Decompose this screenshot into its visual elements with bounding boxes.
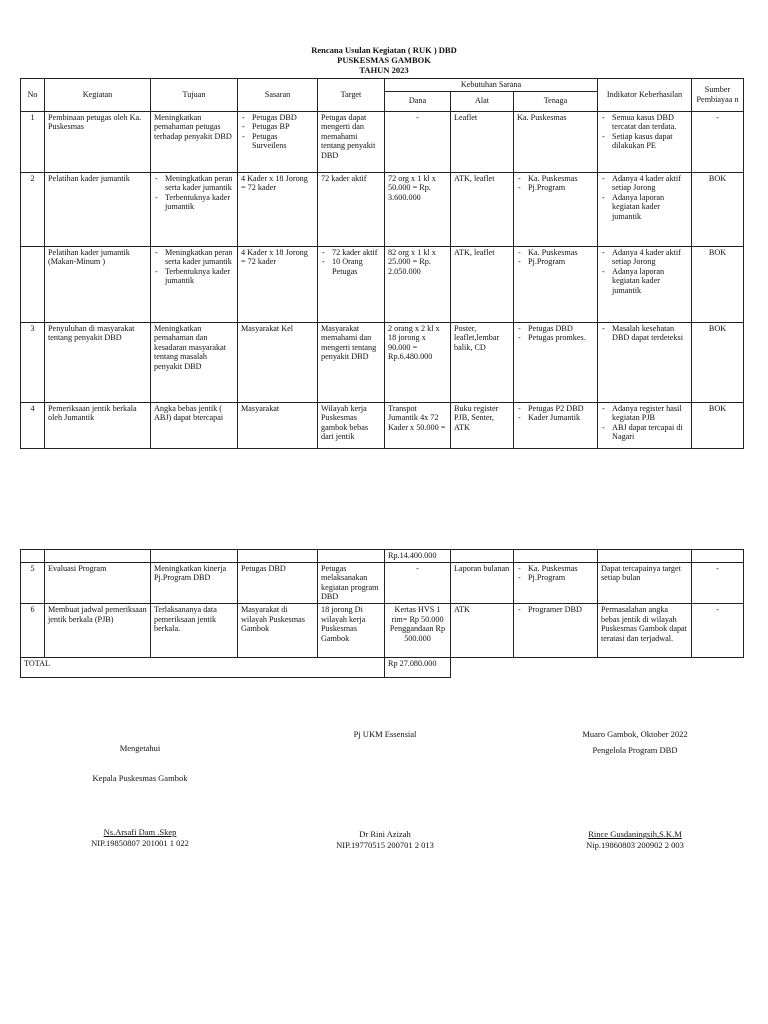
cell-dana: Kertas HVS 1 rim= Rp 50.000 Penggandaan Rp 500.000 (385, 603, 451, 657)
cell-dana: 72 org x 1 kl x 50.000 = Rp. 3.600.000 (385, 172, 451, 246)
cell-indikator: Permasalahan angka bebas jentik di wilayah Puskesmas Gambok dapat teratasi dan terjadwal. (598, 603, 692, 657)
list-item: - Meningkatkan peran serta kader jumantik (154, 248, 234, 267)
total-dana: Rp 27.080.000 (385, 657, 451, 677)
cell-kegiatan: Penyuluhan di masyarakat tentang penyakit DBD (45, 322, 151, 402)
cell-alat: ATK, leaflet (451, 172, 514, 246)
cell-dana: Transpot Jumantik 4x 72 Kader x 50.000 = (385, 402, 451, 448)
header-no: No (21, 79, 45, 112)
sig-left-line1: Mengetahui (119, 743, 161, 753)
table-row (21, 246, 744, 322)
total-row (21, 657, 744, 677)
cell-no: 3 (21, 322, 45, 402)
list-item: - ABJ dapat tercapai di Nagari (601, 423, 688, 442)
table-row (21, 402, 744, 448)
cell-sumber: - (692, 562, 744, 603)
cell-sumber: BOK (692, 172, 744, 246)
cell-sasaran: 4 Kader x 18 Jorong = 72 kader (238, 172, 318, 246)
cell-dana: 2 orang x 2 kl x 18 jorong x 90.000 = Rp.6.480.000 (385, 322, 451, 402)
cell-tujuan (151, 172, 238, 246)
cell-indikator: Dapat tercapainya target setiap bulan (598, 562, 692, 603)
cell-sasaran (238, 111, 318, 172)
sig-right-name: Rince Gusdaningsih,S.K.M (588, 829, 682, 839)
cell-tujuan: Angka bebas jentik ( ABJ) dapat btercapai (151, 402, 238, 448)
cell-sasaran: 4 Kader x 18 Jorong = 72 kader (238, 246, 318, 322)
list-item: - Adanya register hasil kegiatan PJB (601, 404, 688, 423)
list-item: - Petugas promkes. (517, 333, 594, 343)
cell-kegiatan: Evaluasi Program (45, 562, 151, 603)
cell-kegiatan: Pembinaan petugas oleh Ka. Puskesmas (45, 111, 151, 172)
cell-tujuan: Meningkatkan kinerja Pj.Program DBD (151, 562, 238, 603)
sig-left-name: Ns.Arsafi Dam .Skep (103, 827, 177, 837)
cell-sumber: BOK (692, 246, 744, 322)
cell-tujuan: Meningkatkan pemahaman petugas terhadap penyakit DBD (151, 111, 238, 172)
list-item: - Pj.Program (517, 183, 594, 193)
cell-no: 5 (21, 562, 45, 603)
cell-alat: Buku register PJB, Senter, ATK (451, 402, 514, 448)
cell-carry-dana: Rp.14.400.000 (385, 550, 451, 563)
sig-left-line2: Kepala Puskesmas Gambok (92, 773, 188, 783)
header-tujuan: Tujuan (151, 79, 238, 112)
list-item: - 10 Orang Petugas (321, 257, 381, 276)
cell-indikator (598, 322, 692, 402)
cell-sasaran: Masyarakat Kel (238, 322, 318, 402)
cell-target: Petugas dapat mengerti dan memahami tentang penyakit DBD (318, 111, 385, 172)
cell-kegiatan: Pelatihan kader jumantik (45, 172, 151, 246)
list-item: - Adanya laporan kegiatan kader jumantik (601, 193, 688, 222)
cell-no: 4 (21, 402, 45, 448)
sig-left-nip: NIP.19850807 201001 1 022 (91, 838, 189, 848)
header-sumber: Sumber Pembiayaa n (692, 79, 744, 112)
header-alat: Alat (451, 91, 514, 111)
header-indikator: Indikator Keberhasilan (598, 79, 692, 112)
list-item: - Pj.Program (517, 257, 594, 267)
list-item: - Terbentuknya kader jumantik (154, 193, 234, 212)
cell-no: 6 (21, 603, 45, 657)
cell-sumber: BOK (692, 322, 744, 402)
header-kebutuhan: Kebutuhan Sarana (385, 79, 598, 92)
sig-right-line1: Muaro Gambok, Oktober 2022 (582, 729, 688, 739)
cell-tenaga (514, 402, 598, 448)
cell-tujuan: Meningkatkan pemahaman dan kesadaran masyarakat tentang masalah penyakit DBD (151, 322, 238, 402)
cell-sasaran: Masyarakat (238, 402, 318, 448)
doc-year: TAHUN 2023 (359, 65, 409, 75)
cell-tenaga (514, 562, 598, 603)
list-item: - Pj.Program (517, 573, 594, 583)
cell-alat: Laporan bulanan (451, 562, 514, 603)
header-tenaga: Tenaga (514, 91, 598, 111)
list-item: - Adanya 4 kader aktif setiap Jorong (601, 174, 688, 193)
cell-tujuan: Terlaksananya data pemeriksaan jentik berkala. (151, 603, 238, 657)
cell-tenaga (514, 172, 598, 246)
list-item: - Adanya laporan kegiatan kader jumantik (601, 267, 688, 296)
cell-indikator (598, 246, 692, 322)
list-item: - Adanya 4 kader aktif setiap Jorong (601, 248, 688, 267)
sig-center-line1: Pj UKM Essensial (353, 729, 417, 739)
list-item: - Petugas DBD (241, 113, 314, 123)
cell-indikator (598, 111, 692, 172)
list-item: - Meningkatkan peran serta kader jumantik (154, 174, 234, 193)
list-item: - Ka. Puskesmas (517, 174, 594, 184)
carry-row (21, 550, 744, 563)
header-kegiatan: Kegiatan (45, 79, 151, 112)
doc-title: Rencana Usulan Kegiatan ( RUK ) DBD (311, 45, 457, 55)
list-item: - 72 kader aktif (321, 248, 381, 258)
cell-no (21, 246, 45, 322)
header-sasaran: Sasaran (238, 79, 318, 112)
cell-tenaga (514, 322, 598, 402)
table-row (21, 172, 744, 246)
cell-target: Petugas melaksanakan kegiatan program DBD (318, 562, 385, 603)
table-row (21, 322, 744, 402)
ruk-table-continued (20, 549, 744, 678)
list-item: - Kader Jumantik (517, 413, 594, 423)
cell-target: Masyarakat memahami dan mengerti tentang penyakit DBD (318, 322, 385, 402)
list-item: - Semua kasus DBD tercatat dan terdata. (601, 113, 688, 132)
cell-sumber: - (692, 111, 744, 172)
list-item: - Petugas P2 DBD (517, 404, 594, 414)
cell-tenaga: Ka. Puskesmas (514, 111, 598, 172)
cell-alat: Poster, leaflet,lembar balik, CD (451, 322, 514, 402)
doc-subtitle: PUSKESMAS GAMBOK (337, 55, 431, 65)
total-label: TOTAL (21, 657, 385, 677)
cell-no: 1 (21, 111, 45, 172)
cell-target: 72 kader aktif (318, 172, 385, 246)
list-item: - Petugas Surveilens (241, 132, 314, 151)
list-item: - Masalah kesehatan DBD dapat terdeteksi (601, 324, 688, 343)
cell-sasaran: Masyarakat di wilayah Puskesmas Gambok (238, 603, 318, 657)
cell-target: Wilayah kerja Puskesmas gambok bebas dari jentik (318, 402, 385, 448)
cell-sumber: - (692, 603, 744, 657)
header-target: Target (318, 79, 385, 112)
list-item: - Programer DBD (517, 605, 594, 615)
cell-dana: - (385, 562, 451, 603)
sig-right-line2: Pengelola Program DBD (592, 745, 678, 755)
sig-center-name: Dr Rini Azizah (359, 829, 411, 839)
table-row (21, 603, 744, 657)
sig-center-nip: NIP.19770515 200701 2 013 (336, 840, 434, 850)
cell-tujuan (151, 246, 238, 322)
list-item: - Ka. Puskesmas (517, 248, 594, 258)
cell-no: 2 (21, 172, 45, 246)
list-item: - Setiap kasus dapat dilakukan PE (601, 132, 688, 151)
table-row (21, 111, 744, 172)
cell-target: 18 jorong Di wilayah kerja Puskesmas Gambok (318, 603, 385, 657)
list-item: - Terbentuknya kader jumantik (154, 267, 234, 286)
cell-kegiatan: Pelatihan kader jumantik (Makan-Minum ) (45, 246, 151, 322)
cell-target (318, 246, 385, 322)
table-row (21, 562, 744, 603)
cell-tenaga (514, 603, 598, 657)
cell-sasaran: Petugas DBD (238, 562, 318, 603)
list-item: - Ka. Puskesmas (517, 564, 594, 574)
cell-alat: ATK, leaflet (451, 246, 514, 322)
cell-kegiatan: Pemeriksaan jentik berkala oleh Jumantik (45, 402, 151, 448)
cell-sumber: BOK (692, 402, 744, 448)
cell-dana: - (385, 111, 451, 172)
cell-alat: Leaflet (451, 111, 514, 172)
cell-indikator (598, 172, 692, 246)
sig-right-nip: Nip.19860803 200902 2 003 (586, 840, 684, 850)
cell-alat: ATK (451, 603, 514, 657)
cell-tenaga (514, 246, 598, 322)
cell-dana: 82 org x 1 kl x 25.000 = Rp. 2.050.000 (385, 246, 451, 322)
list-item: - Petugas BP (241, 122, 314, 132)
ruk-table (20, 78, 744, 449)
header-dana: Dana (385, 91, 451, 111)
cell-kegiatan: Membuat jadwal pemeriksaan jentik berkala (PJB) (45, 603, 151, 657)
cell-indikator (598, 402, 692, 448)
list-item: - Petugas DBD (517, 324, 594, 334)
